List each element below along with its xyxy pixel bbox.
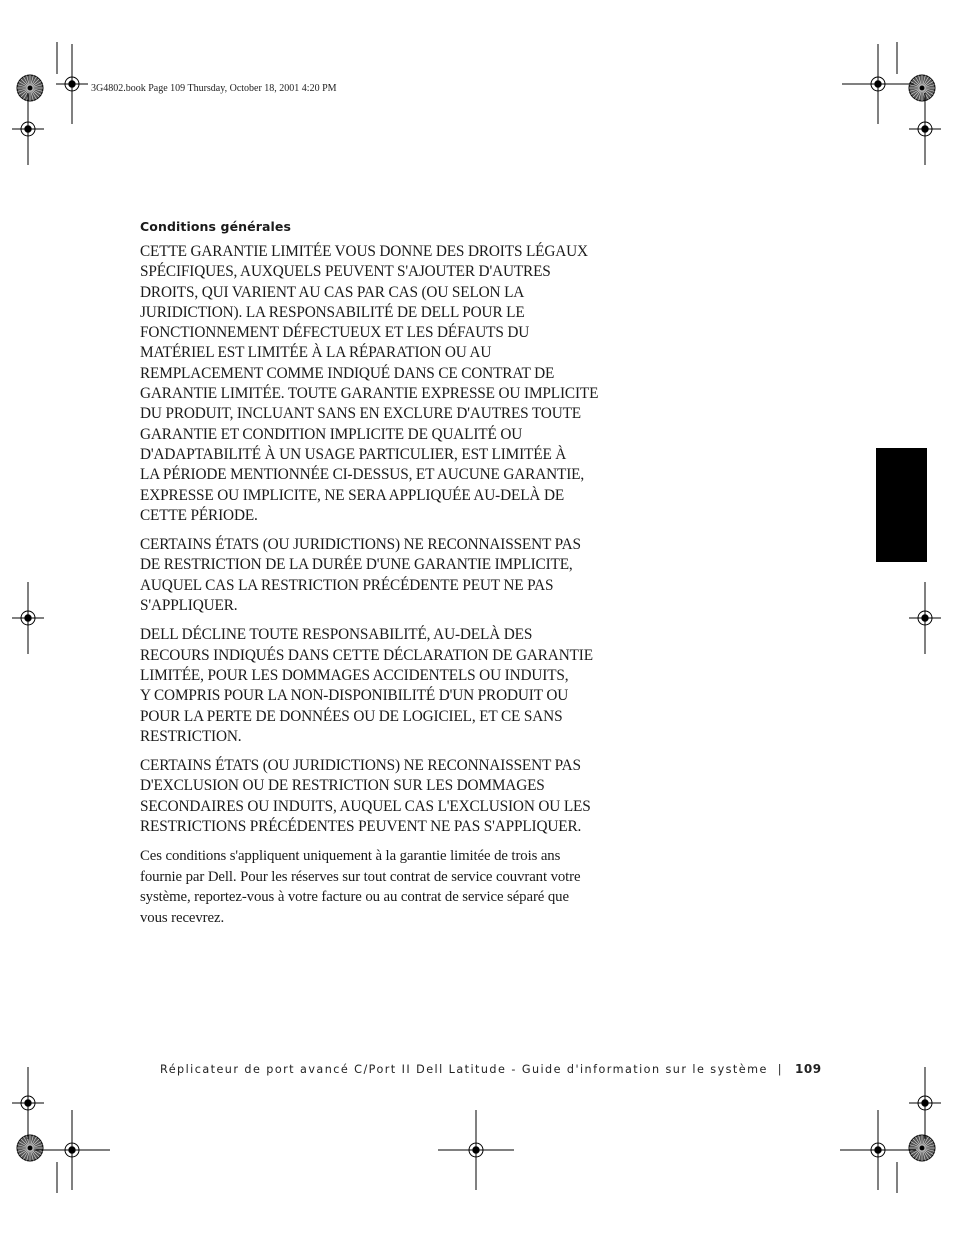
text-line: AUQUEL CAS LA RESTRICTION PRÉCÉDENTE PEUT NE PAS xyxy=(140,576,554,594)
registration-dot xyxy=(473,1147,479,1153)
star-center xyxy=(920,1146,924,1150)
text-line: MATÉRIEL EST LIMITÉE À LA RÉPARATION OU AU xyxy=(140,344,492,362)
text-line: REMPLACEMENT COMME INDIQUÉ DANS CE CONTRAT DE xyxy=(140,364,555,382)
chapter-thumb-tab xyxy=(876,448,927,562)
star-center xyxy=(920,86,924,90)
registration-dot xyxy=(922,615,928,621)
text-line: S'APPLIQUER. xyxy=(140,597,238,615)
paragraph xyxy=(140,846,630,928)
paragraph xyxy=(140,535,630,616)
text-line: fournie par Dell. Pour les réserves sur tout contrat de service couvrant votre xyxy=(140,868,581,885)
warranty-section xyxy=(140,219,630,928)
text-line: CERTAINS ÉTATS (OU JURIDICTIONS) NE RECONNAISSENT PAS xyxy=(140,536,581,554)
text-line: D'EXCLUSION OU DE RESTRICTION SUR LES DOMMAGES xyxy=(140,777,545,795)
text-line: vous recevrez. xyxy=(140,909,225,926)
text-line: Ces conditions s'appliquent uniquement à la garantie limitée de trois ans xyxy=(140,848,561,865)
text-line: DE RESTRICTION DE LA DURÉE D'UNE GARANTIE IMPLICITE, xyxy=(140,556,573,574)
text-line: LIMITÉE, POUR LES DOMMAGES ACCIDENTELS OU INDUITS, xyxy=(140,666,569,684)
registration-dot xyxy=(875,81,881,87)
paragraph xyxy=(140,756,630,837)
text-line: CERTAINS ÉTATS (OU JURIDICTIONS) NE RECONNAISSENT PAS xyxy=(140,757,581,775)
registration-dot xyxy=(25,126,31,132)
text-line: DROITS, QUI VARIENT AU CAS PAR CAS (OU SELON LA xyxy=(140,283,525,301)
section-heading: Conditions générales xyxy=(140,219,292,234)
text-line: DELL DÉCLINE TOUTE RESPONSABILITÉ, AU-DELÀ DES xyxy=(140,626,533,644)
paragraph xyxy=(140,242,630,526)
text-line: SECONDAIRES OU INDUITS, AUQUEL CAS L'EXCLUSION OU LES xyxy=(140,797,591,815)
footer-title: Réplicateur de port avancé C/Port II Dell Latitude - Guide d'information sur le système xyxy=(160,1063,768,1076)
text-line: SPÉCIFIQUES, AUXQUELS PEUVENT S'AJOUTER D'AUTRES xyxy=(140,263,551,281)
registration-dot xyxy=(25,1100,31,1106)
text-line: EXPRESSE OU IMPLICITE, NE SERA APPLIQUÉE AU-DELÀ DE xyxy=(140,486,565,504)
paragraph xyxy=(140,625,630,747)
registration-dot xyxy=(922,1100,928,1106)
registration-dot xyxy=(25,615,31,621)
text-line: RESTRICTIONS PRÉCÉDENTES PEUVENT NE PAS S'APPLIQUER. xyxy=(140,818,582,836)
text-line: CETTE PÉRIODE. xyxy=(140,506,258,524)
text-line: POUR LA PERTE DE DONNÉES OU DE LOGICIEL, ET CE SANS xyxy=(140,707,563,725)
star-center xyxy=(28,86,32,90)
footer-separator: | xyxy=(777,1063,784,1076)
text-line: GARANTIE ET CONDITION IMPLICITE DE QUALITÉ OU xyxy=(140,425,523,443)
text-line: RECOURS INDIQUÉS DANS CETTE DÉCLARATION DE GARANTIE xyxy=(140,646,593,664)
text-line: LA PÉRIODE MENTIONNÉE CI-DESSUS, ET AUCUNE GARANTIE, xyxy=(140,466,585,484)
section-body xyxy=(140,242,630,928)
text-line: système, reportez-vous à votre facture ou au contrat de service séparé que xyxy=(140,889,569,906)
text-line: GARANTIE LIMITÉE. TOUTE GARANTIE EXPRESSE OU IMPLICITE xyxy=(140,385,599,403)
print-slug: 3G4802.book Page 109 Thursday, October 18, 2001 4:20 PM xyxy=(91,83,337,94)
registration-dot xyxy=(922,126,928,132)
registration-dot xyxy=(69,81,75,87)
text-line: D'ADAPTABILITÉ À UN USAGE PARTICULIER, EST LIMITÉE À xyxy=(140,445,567,463)
page-footer xyxy=(160,1062,822,1076)
text-line: JURIDICTION). LA RESPONSABILITÉ DE DELL POUR LE xyxy=(140,303,525,321)
registration-dot xyxy=(875,1147,881,1153)
text-line: Y COMPRIS POUR LA NON-DISPONIBILITÉ D'UN PRODUIT OU xyxy=(140,687,569,705)
text-line: FONCTIONNEMENT DÉFECTUEUX ET LES DÉFAUTS DU xyxy=(140,324,530,342)
registration-dot xyxy=(69,1147,75,1153)
page-number: 109 xyxy=(795,1062,822,1076)
text-line: CETTE GARANTIE LIMITÉE VOUS DONNE DES DROITS LÉGAUX xyxy=(140,243,588,260)
text-line: RESTRICTION. xyxy=(140,727,242,745)
star-center xyxy=(28,1146,32,1150)
text-line: DU PRODUIT, INCLUANT SANS EN EXCLURE D'AUTRES TOUTE xyxy=(140,405,581,423)
